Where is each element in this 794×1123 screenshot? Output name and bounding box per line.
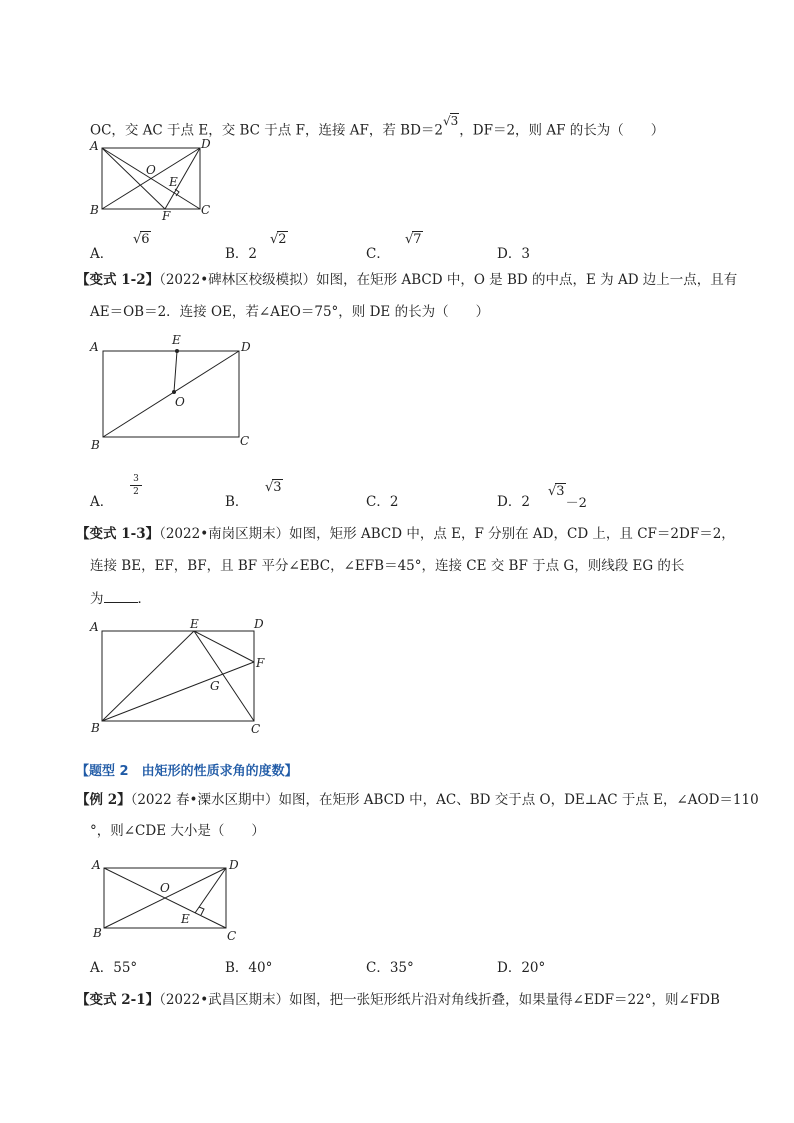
section-title: 【题型 2 由矩形的性质求角的度数】 xyxy=(76,764,298,779)
q1-label-b: B xyxy=(90,203,99,217)
q4-label-d: D xyxy=(229,858,239,872)
q4-option-d[interactable]: D．20° xyxy=(497,960,546,976)
q4-option-a[interactable]: A．55° xyxy=(90,960,138,976)
q1-label-o: O xyxy=(146,163,156,177)
q2-option-a-fraction: 3 2 xyxy=(130,474,142,497)
q1-label-f: F xyxy=(162,209,171,223)
q3-label-f: F xyxy=(256,656,265,670)
q2-label-b: B xyxy=(91,438,100,452)
q1-option-d[interactable]: D．3 xyxy=(497,246,530,262)
q2-label-c: C xyxy=(240,434,250,448)
q1-stem: OC，交 AC 于点 E，交 BC 于点 F，连接 AF，若 $BD=2^{√3}$，DF＝2，则 AF 的长为（ ） xyxy=(90,114,665,139)
q4-label-c: C xyxy=(227,929,237,943)
q3-label-e: E xyxy=(190,617,199,631)
q2-label-o: O xyxy=(175,395,185,409)
q2-label-d: D xyxy=(241,340,251,354)
q1-option-b-radical: √2 xyxy=(270,232,287,247)
q2-label-a: A xyxy=(90,340,99,354)
q2-line1: 【变式 1-2】（2022•碑林区校级模拟）如图，在矩形 ABCD 中，O 是 BD 的中点，E 为 AD 边上一点，且有 xyxy=(76,272,738,288)
q3-label-a: A xyxy=(90,620,99,634)
q2-option-a[interactable]: A． xyxy=(90,494,114,510)
q1-option-a-radical: √6 xyxy=(133,232,150,247)
q2-option-b-radical: √3 xyxy=(265,480,282,495)
q1-label-d: D xyxy=(201,137,211,151)
q3-line1: 【变式 1-3】（2022•南岗区期末）如图，矩形 ABCD 中，点 E，F 分别在 AD，CD 上，且 CF＝2DF＝2， xyxy=(76,526,735,542)
q2-option-d-radical: √3－2 xyxy=(548,484,587,511)
q2-option-d[interactable]: D．2 xyxy=(497,494,530,510)
q3-figure xyxy=(88,615,273,740)
q1-label-c: C xyxy=(201,203,211,217)
q2-figure xyxy=(88,335,258,455)
q3-label-b: B xyxy=(91,721,100,735)
q4-label-a: A xyxy=(92,858,101,872)
q2-option-c[interactable]: C．2 xyxy=(366,494,399,510)
q1-label-a: A xyxy=(90,139,99,153)
q4-line2: °，则∠CDE 大小是（ ） xyxy=(90,823,265,839)
q1-label-e: E xyxy=(169,175,178,189)
q1-option-b[interactable]: B．2 xyxy=(225,246,258,262)
q4-label-e: E xyxy=(181,912,190,926)
q4-label-b: B xyxy=(93,926,102,940)
q1-option-c-radical: √7 xyxy=(405,232,422,247)
q3-label-g: G xyxy=(210,679,220,693)
q4-option-c[interactable]: C．35° xyxy=(366,960,414,976)
q2-option-b[interactable]: B． xyxy=(225,494,249,510)
q1-option-a[interactable]: A． xyxy=(90,246,114,262)
q1-figure xyxy=(90,136,220,222)
q3-label-d: D xyxy=(254,617,264,631)
q3-answer-blank[interactable] xyxy=(104,588,138,603)
q4-figure xyxy=(90,855,250,950)
q2-line2: AE＝OB＝2．连接 OE，若∠AEO＝75°，则 DE 的长为（ ） xyxy=(90,304,490,320)
q4-option-b[interactable]: B．40° xyxy=(225,960,273,976)
q3-label-c: C xyxy=(251,722,261,736)
q4-label-o: O xyxy=(160,881,170,895)
q2-label-e: E xyxy=(172,333,181,347)
q3-line3: 为 ． xyxy=(90,588,151,609)
q1-option-c[interactable]: C． xyxy=(366,246,390,262)
q5-line1: 【变式 2-1】（2022•武昌区期末）如图，把一张矩形纸片沿对角线折叠，如果量得∠EDF＝22°，则∠FDB xyxy=(76,992,720,1008)
q4-line1: 【例 2】（2022 春•溧水区期中）如图，在矩形 ABCD 中，AC、BD 交于点 O，DE⊥AC 于点 E，∠AOD＝110 xyxy=(76,792,759,808)
q3-line2: 连接 BE，EF，BF，且 BF 平分∠EBC，∠EFB＝45°，连接 CE 交 BF 于点 G，则线段 EG 的长 xyxy=(90,558,685,574)
